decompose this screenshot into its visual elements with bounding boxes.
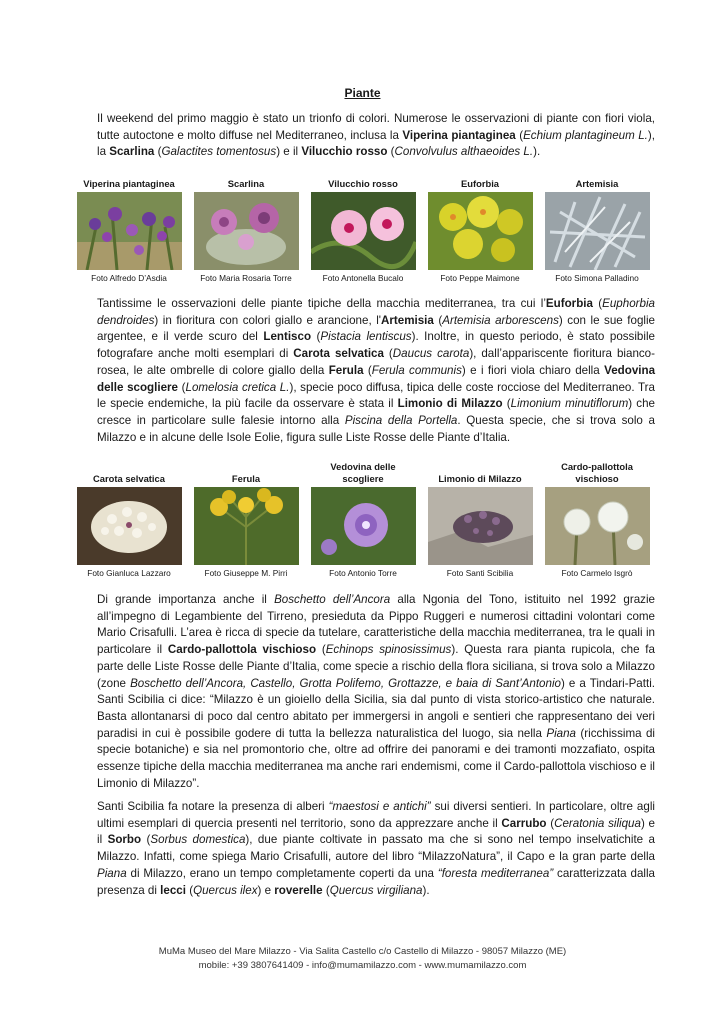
- paragraph-2: Tantissime le osservazioni delle piante tipiche della macchia mediterranea, tra cui l’Euforbia (Euphorbia dendroides) in fioritura con colori giallo e arancione, l'Artemisia (Artemisia arborescens) con le sue foglie argentee, e il verde scuro del Lentisco (Pistacia lentiscus). Inoltre, in questo periodo, è stato possibile fotografare anche molti esemplari di Carota selvatica (Daucus carota), dall’appariscente fioritura bianco-rosea, le alte ombrelle di colore giallo della Ferula (Ferula communis) e i fiori viola chiaro della Vedovina delle scogliere (Lomelosia cretica L.), specie poco diffusa, tipica delle coste rocciose del Mediterraneo. Tra le specie endemiche, la più facile da osservare è stata il Limonio di Milazzo (Limonium minutiflorum) che cresce in particolare sulle falesie intorno alla Piscina della Portella. Questa specie, che si trova solo a Milazzo e in alcune delle Isole Eolie, figura sulle Liste Rosse delle Piante d’Italia.: [97, 297, 656, 444]
- photo-gallery-1: [75, 166, 655, 286]
- photo-card-cardo: [543, 461, 651, 578]
- photo-label: Scarlina: [227, 178, 265, 189]
- carota-photo: [77, 487, 182, 565]
- ferula-photo: [194, 487, 299, 565]
- vilucchio-photo: [311, 192, 416, 270]
- photo-card-artemisia: [543, 166, 651, 283]
- photo-card-limonio: [426, 461, 534, 578]
- intro-paragraph: Il weekend del primo maggio è stato un trionfo di colori. Numerose le osservazioni di piante con fiori viola, tutte autoctone e molto diffuse nel Mediterraneo, inclusa la Viperina piantaginea (Echium plantagineum L.), la Scarlina (Galactites tomentosus) e il Vilucchio rosso (Convolvulus althaeoides L.).: [97, 112, 655, 159]
- photo-card-euforbia: [426, 166, 534, 283]
- photo-label: Vilucchio rosso: [328, 178, 398, 189]
- photo-caption: Foto Santi Scibilia: [446, 568, 514, 578]
- photo-caption: Foto Peppe Maimone: [440, 273, 520, 283]
- vedovina-photo: [311, 487, 416, 565]
- photo-label: Artemisia: [575, 178, 619, 189]
- photo-gallery-2: [75, 461, 655, 581]
- photo-card-viperina: [75, 166, 183, 283]
- footer-address: MuMa Museo del Mare Milazzo - Via Salita Castello c/o Castello di Milazzo - 98057 Milazzo (ME): [158, 946, 567, 957]
- footer-contacts: mobile: +39 3807641409 - info@mumamilazzo.com - www.mumamilazzo.com: [198, 960, 527, 971]
- photo-card-carota: [75, 461, 183, 578]
- photo-caption: Foto Carmelo Isgrò: [561, 568, 633, 578]
- photo-label: Viperina piantaginea: [83, 178, 175, 189]
- photo-caption: Foto Maria Rosaria Torre: [200, 273, 292, 283]
- page-title: Piante: [344, 86, 381, 100]
- photo-label: Ferula: [231, 473, 261, 484]
- photo-caption: Foto Alfredo D’Asdia: [91, 273, 167, 283]
- photo-card-scarlina: [192, 166, 300, 283]
- photo-label: Carota selvatica: [93, 473, 165, 484]
- paragraph-4: Santi Scibilia fa notare la presenza di alberi “maestosi e antichi” sui diversi sentieri. In particolare, oltre agli ultimi esemplari di quercia presenti nel territorio, sono da apprezzare anche il Carrubo (Ceratonia siliqua) e il Sorbo (Sorbus domestica), due piante coltivate in passato ma che si sono nel tempo inselvatichite a Milazzo. Infatti, come spiega Mario Crisafulli, autore del libro “MilazzoNatura”, il Capo e la gran parte della Piana di Milazzo, erano un tempo completamente coperti da una “foresta mediterranea” caratterizzata dalla presenza di lecci (Quercus ilex) e roverelle (Quercus virgiliana).: [97, 800, 656, 897]
- photo-caption: Foto Gianluca Lazzaro: [87, 568, 171, 578]
- euforbia-photo: [428, 192, 533, 270]
- scarlina-photo: [194, 192, 299, 270]
- photo-caption: Foto Antonella Bucalo: [322, 273, 404, 283]
- photo-label: Cardo-pallottola vischioso: [561, 461, 633, 484]
- photo-caption: Foto Giuseppe M. Pirri: [204, 568, 288, 578]
- photo-label: Limonio di Milazzo: [438, 473, 522, 484]
- photo-card-vilucchio: [309, 166, 417, 283]
- photo-label: Euforbia: [460, 178, 500, 189]
- paragraph-3: Di grande importanza anche il Boschetto dell’Ancora alla Ngonia del Tono, istituito nel 1992 grazie all’impegno di Legambiente del Tirreno, presieduta da Pippo Ruggeri e numerosi cittadini volontari come Mario Crisafulli. L’area è ricca di specie da tutelare, caratteristiche della macchia mediterranea, tra le quali in particolare il Cardo-pallottola vischioso (Echinops spinosissimus). Questa rara pianta rupicola, che fa parte delle Liste Rosse delle Piante d’Italia, come specie a rischio della flora siciliana, si trova solo a Milazzo (zone Boschetto dell’Ancora, Castello, Grotta Polifemo, Grottazze, e baia di Sant’Antonio) e a Tindari-Patti. Santi Scibilia ci dice: “Milazzo è un gioiello della Sicilia, sia dal punto di vista storico-artistico che naturale. Basta allontanarsi di poco dal centro abitato per immergersi in angoli e sentieri che rappresentano dei veri paradisi in cui è possibile godere di tutta la bellezza naturalistica del luogo, sia nella Piana (ricchissima di specie botaniche) e sia nel promontorio che, oltre ad offrire dei panorami e dei tramonti mozzafiato, ospita essenze tipiche della macchia mediterranea ma anche rari endemismi, come il Cardo-pallottola vischioso e il Limonio di Milazzo”.: [97, 593, 656, 790]
- photo-card-vedovina: [309, 461, 417, 578]
- artemisia-photo: [545, 192, 650, 270]
- viperina-photo: [77, 192, 182, 270]
- limonio-photo: [428, 487, 533, 565]
- photo-card-ferula: [192, 461, 300, 578]
- cardo-photo: [545, 487, 650, 565]
- photo-caption: Foto Antonio Torre: [329, 568, 397, 578]
- photo-caption: Foto Simona Palladino: [555, 273, 639, 283]
- page-footer: [0, 945, 725, 973]
- photo-label: Vedovina delle scogliere: [330, 461, 396, 484]
